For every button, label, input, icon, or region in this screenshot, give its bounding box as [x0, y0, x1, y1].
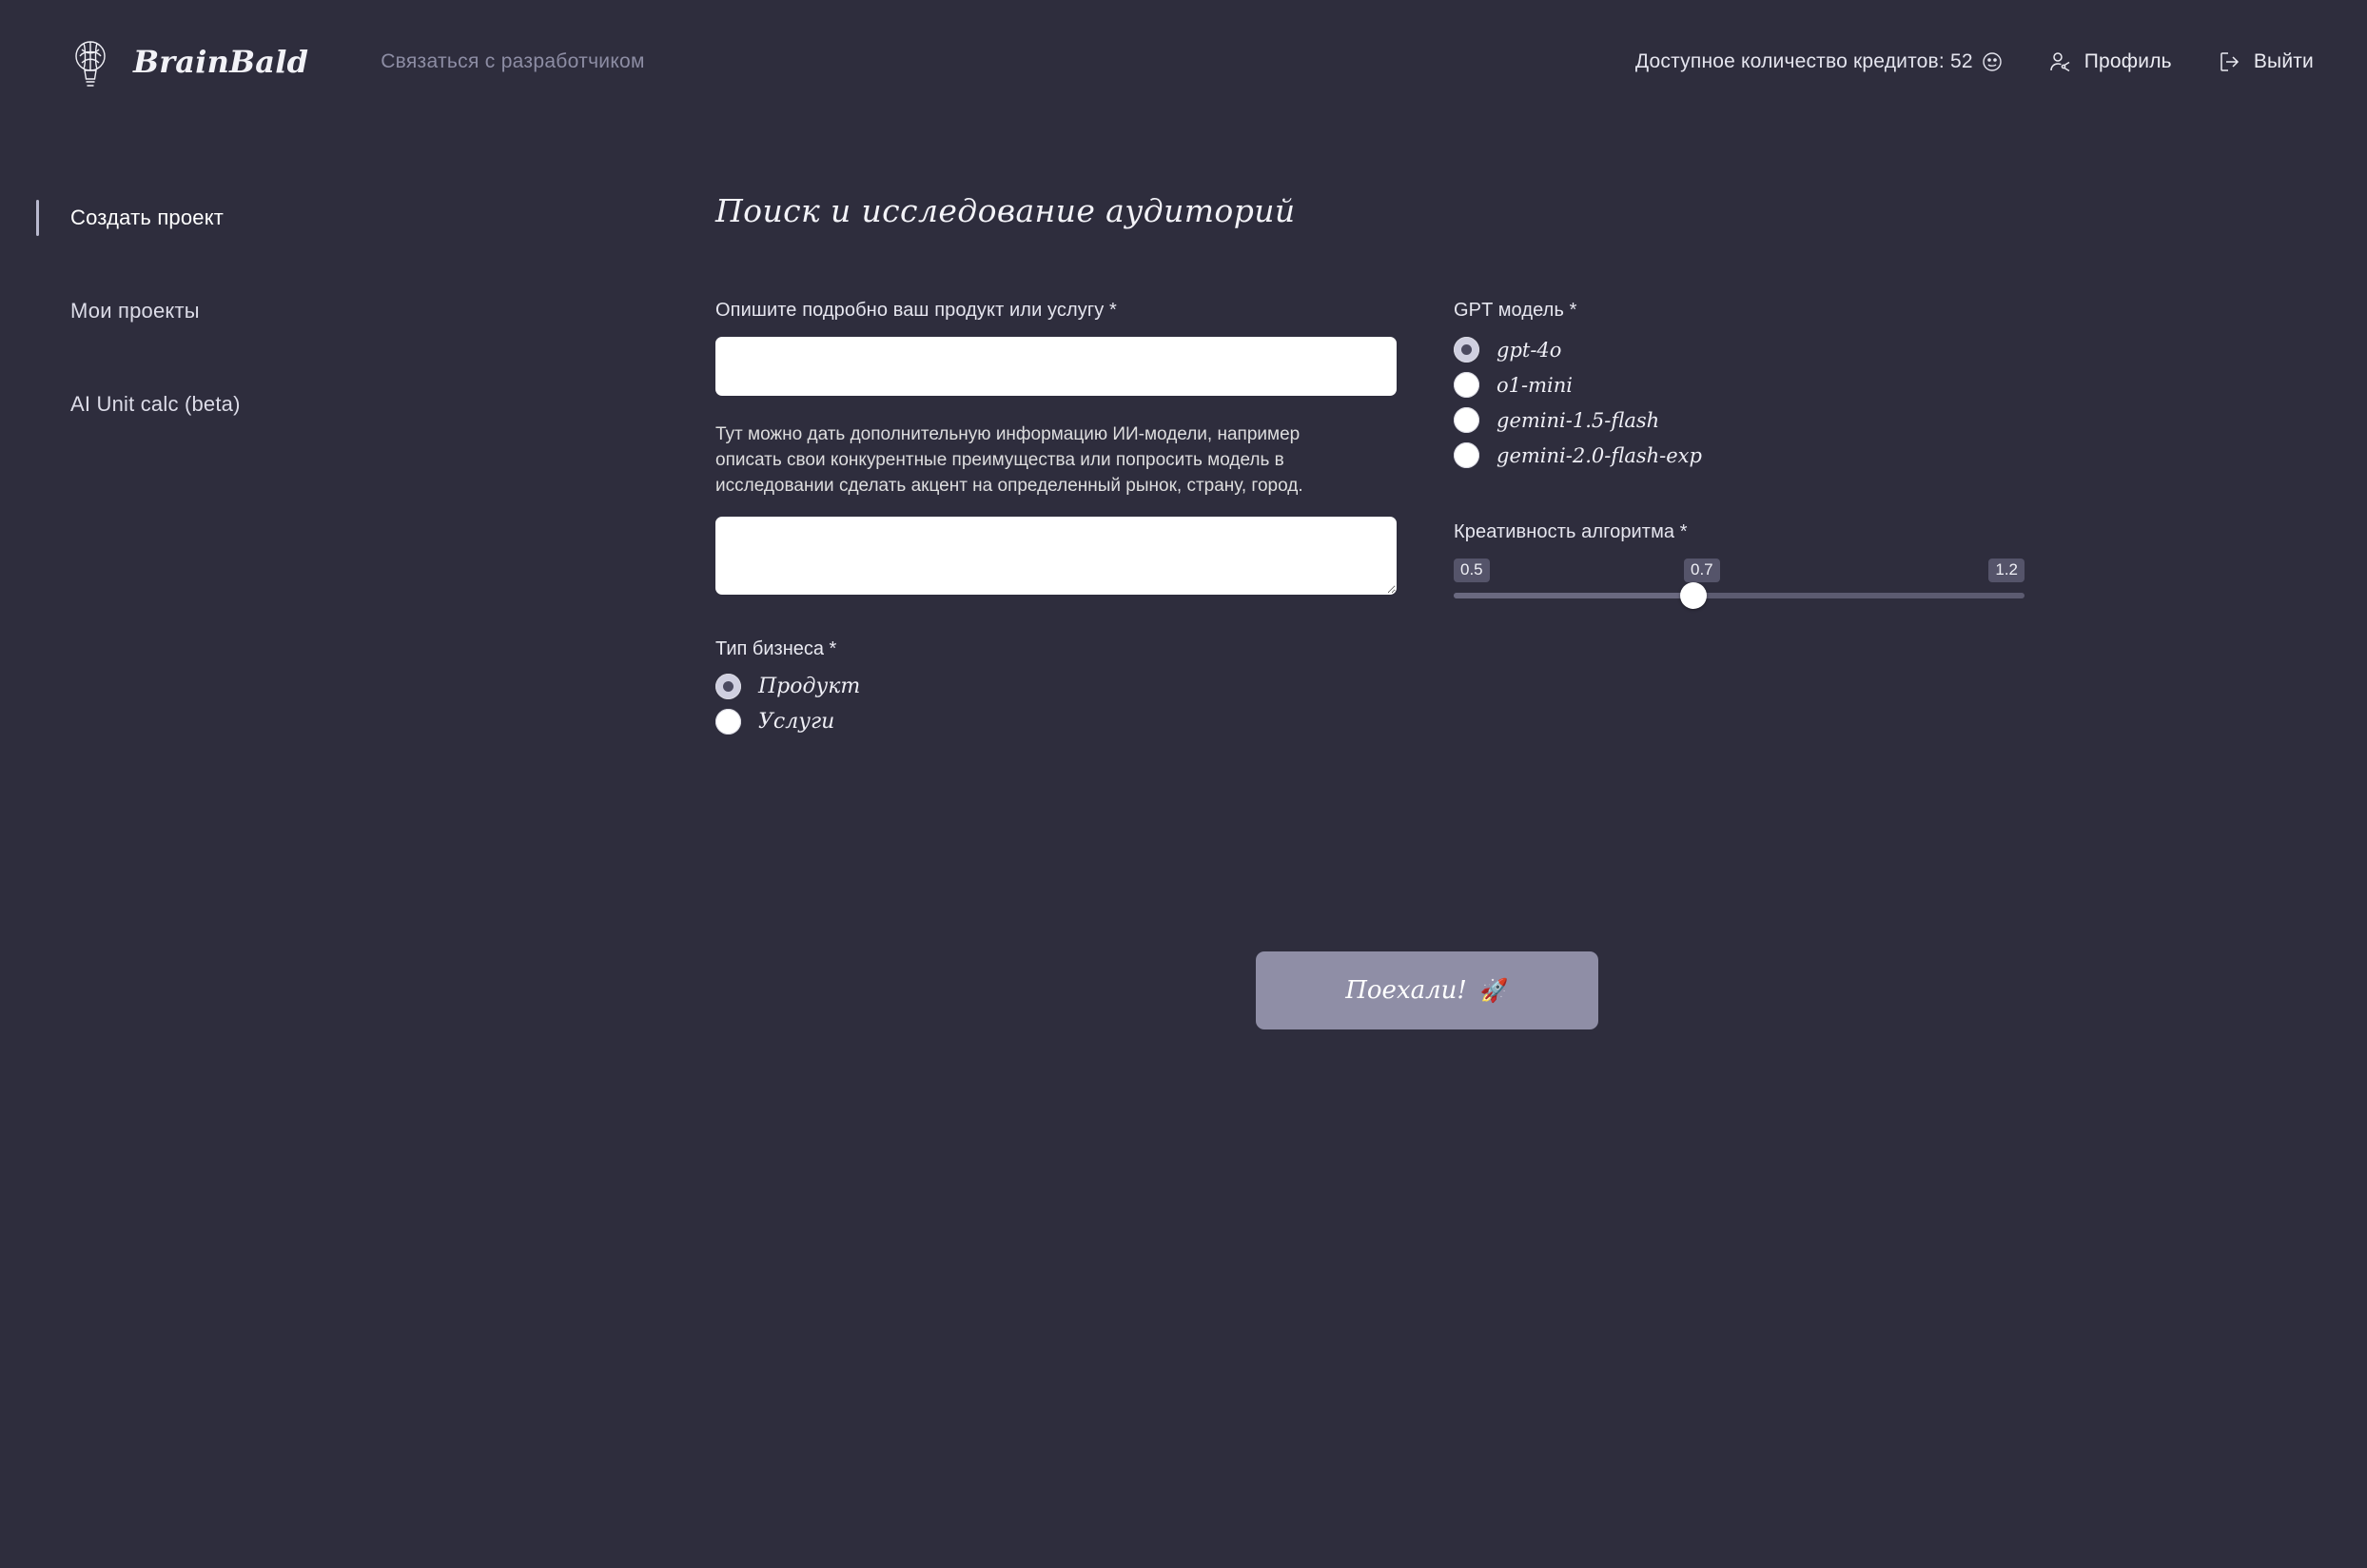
slider-filled-track — [1454, 593, 1693, 598]
credits-indicator — [1635, 50, 2003, 73]
gpt-model-label: GPT модель * — [1454, 300, 1577, 321]
user-settings-icon — [2048, 49, 2073, 74]
header-actions — [1635, 49, 2314, 74]
sidebar-item-create-project[interactable] — [0, 190, 362, 245]
radio-model-gemini-20-flash-exp[interactable] — [1454, 442, 2135, 468]
radio-button-icon[interactable] — [1454, 442, 1479, 468]
logout-link[interactable] — [2218, 49, 2314, 74]
business-type-label: Тип бизнеса * — [715, 637, 837, 659]
profile-label: Профиль — [2083, 50, 2172, 72]
radio-button-icon[interactable] — [715, 709, 741, 735]
form-right-column — [1454, 300, 2135, 598]
logout-label: Выйти — [2253, 50, 2314, 72]
extra-info-textarea[interactable] — [715, 517, 1397, 595]
sidebar-item-ai-unit-calc[interactable] — [0, 377, 362, 432]
slider-min-label: 0.5 — [1454, 559, 1490, 582]
credits-text: Доступное количество кредитов: 52 — [1634, 50, 1973, 72]
main-content — [715, 192, 2200, 744]
radio-label: gemini-2.0-flash-exp — [1496, 443, 1702, 467]
sidebar-item-label: Мои проекты — [70, 299, 200, 323]
creativity-scale — [1454, 559, 2025, 587]
radio-button-icon[interactable] — [1454, 372, 1479, 398]
radio-business-type-product[interactable] — [715, 674, 1397, 699]
rocket-icon: 🚀 — [1479, 977, 1509, 1004]
sidebar — [0, 190, 362, 432]
contact-developer-link[interactable]: Связаться с разработчиком — [381, 50, 645, 72]
submit-label: Поехали! — [1345, 976, 1467, 1005]
form-left-column — [715, 300, 1397, 744]
radio-model-o1-mini[interactable] — [1454, 372, 2135, 398]
radio-label: gpt-4o — [1496, 338, 1562, 362]
brand-name: BrainBald — [133, 44, 309, 80]
smiley-icon — [1982, 51, 2003, 72]
radio-button-icon[interactable] — [1454, 337, 1479, 363]
sidebar-item-label: AI Unit calc (beta) — [70, 392, 241, 416]
radio-button-icon[interactable] — [1454, 407, 1479, 433]
creativity-label: Креативность алгоритма * — [1454, 521, 1688, 542]
submit-area — [1256, 951, 1598, 1029]
profile-link[interactable] — [2048, 49, 2172, 74]
radio-label: o1-mini — [1496, 373, 1573, 397]
product-field-label: Опишите подробно ваш продукт или услугу * — [715, 300, 1117, 321]
radio-label: gemini-1.5-flash — [1496, 408, 1660, 432]
slider-value-label: 0.7 — [1684, 559, 1720, 582]
logout-icon — [2218, 49, 2242, 74]
radio-label: Продукт — [758, 674, 861, 698]
radio-model-gpt-4o[interactable] — [1454, 337, 2135, 363]
submit-button[interactable] — [1256, 951, 1598, 1029]
creativity-slider-block — [1454, 521, 2135, 598]
lightbulb-brain-icon — [61, 32, 120, 91]
sidebar-item-label: Создать проект — [70, 206, 225, 229]
slider-max-label: 1.2 — [1988, 559, 2025, 582]
top-header — [0, 0, 2367, 124]
product-description-input[interactable] — [715, 337, 1397, 396]
radio-button-icon[interactable] — [715, 674, 741, 699]
helper-text: Тут можно дать дополнительную информацию ИИ-модели, например описать свои конкурентные преимущества или попросить модель в исследовании сделать акцент на определенный рынок, страну, город. — [715, 424, 1303, 496]
form-columns — [715, 300, 2200, 744]
radio-label: Услуги — [758, 709, 835, 734]
sidebar-item-my-projects[interactable] — [0, 284, 362, 339]
brand[interactable] — [61, 32, 308, 91]
page-title: Поиск и исследование аудиторий — [715, 192, 1296, 229]
radio-business-type-services[interactable] — [715, 709, 1397, 735]
creativity-slider[interactable] — [1454, 593, 2025, 598]
radio-model-gemini-15-flash[interactable] — [1454, 407, 2135, 433]
slider-thumb[interactable] — [1680, 582, 1707, 609]
